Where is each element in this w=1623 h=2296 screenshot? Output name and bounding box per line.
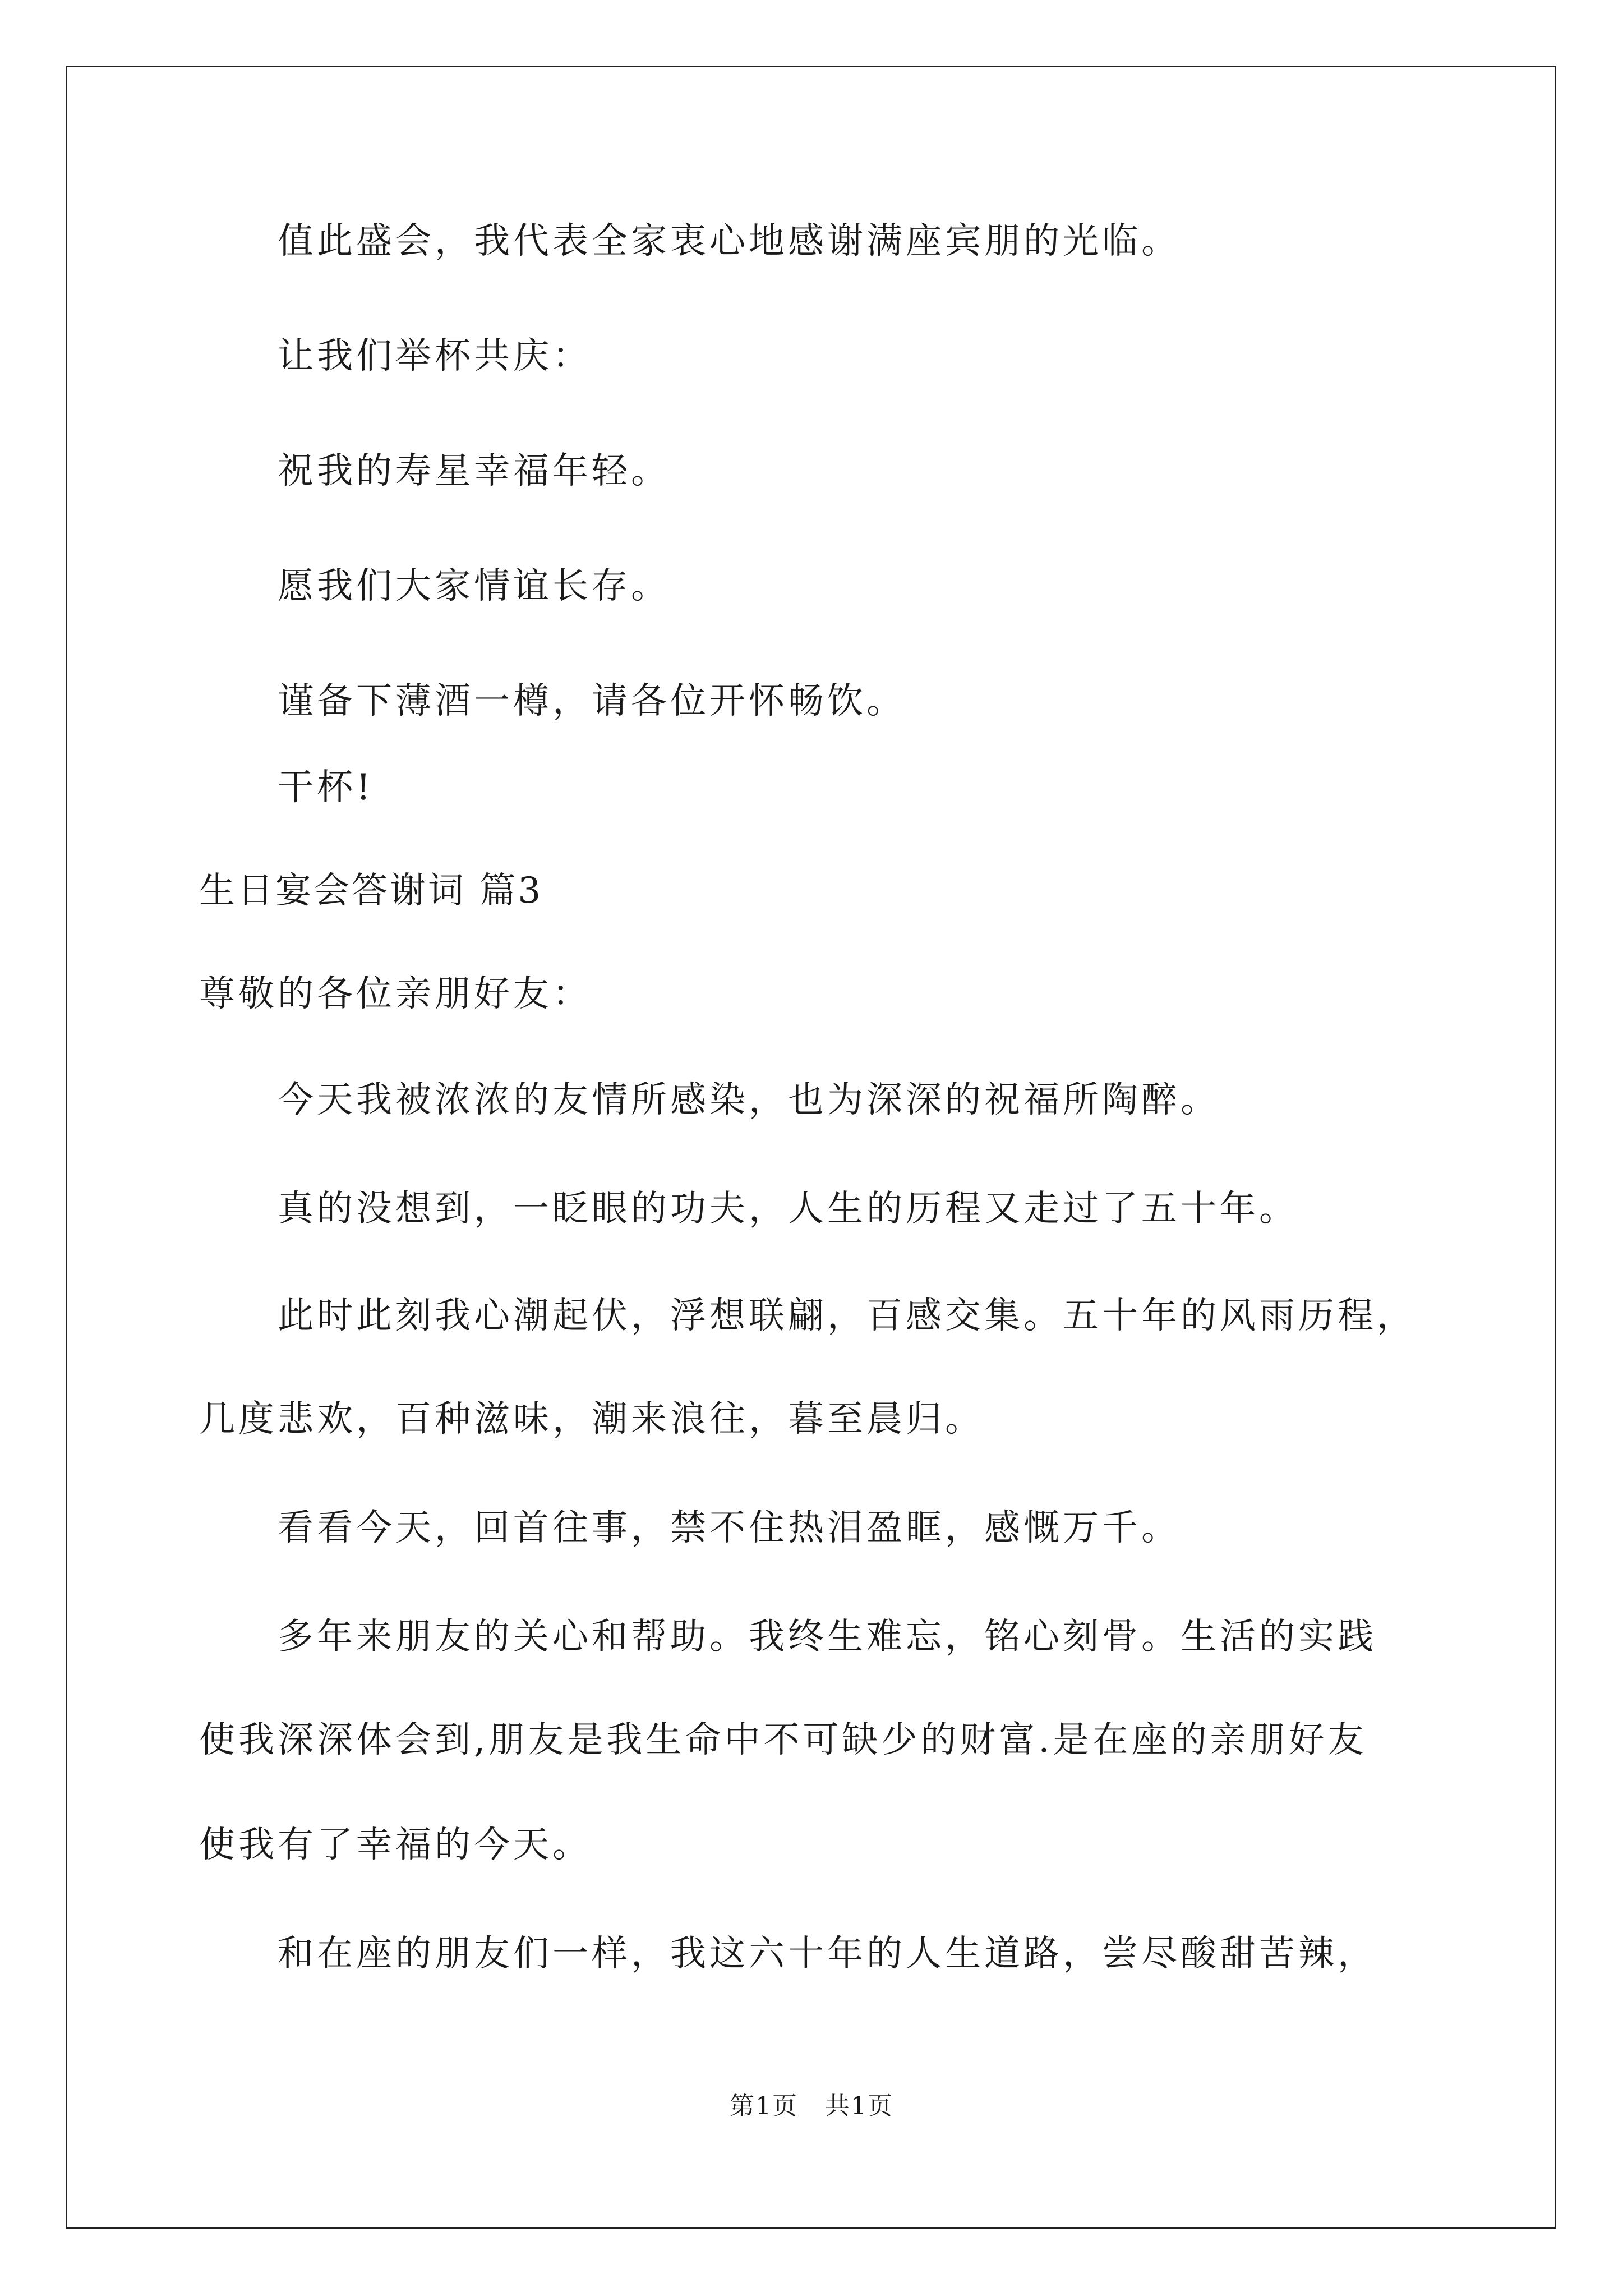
section-heading: 生日宴会答谢词 篇3 (199, 870, 543, 912)
paragraph-line: 真的没想到，一眨眼的功夫，人生的历程又走过了五十年。 (199, 1188, 1298, 1230)
paragraph-line: 今天我被浓浓的友情所感染，也为深深的祝福所陶醉。 (199, 1079, 1220, 1121)
paragraph-line: 值此盛会，我代表全家衷心地感谢满座宾朋的光临。 (199, 220, 1181, 262)
page-footer (0, 2091, 1623, 2122)
paragraph-line: 干杯! (199, 767, 374, 808)
paragraph-line: 祝我的寿星幸福年轻。 (199, 450, 670, 492)
salutation: 尊敬的各位亲朋好友： (199, 973, 592, 1015)
paragraph-line: 此时此刻我心潮起伏，浮想联翩，百感交集。五十年的风雨历程， (199, 1295, 1416, 1337)
paragraph-line: 和在座的朋友们一样，我这六十年的人生道路，尝尽酸甜苦辣， (199, 1933, 1377, 1975)
page-number: 第1页 (730, 2092, 798, 2120)
paragraph-line: 让我们举杯共庆： (199, 335, 592, 377)
paragraph-line: 谨备下薄酒一樽，请各位开怀畅饮。 (199, 680, 906, 722)
page-border (66, 66, 1556, 2229)
paragraph-line: 使我深深体会到,朋友是我生命中不可缺少的财富.是在座的亲朋好友 (199, 1719, 1367, 1761)
paragraph-line: 看看今天，回首往事，禁不住热泪盈眶，感慨万千。 (199, 1507, 1181, 1549)
paragraph-line: 愿我们大家情谊长存。 (199, 565, 670, 607)
paragraph-line: 几度悲欢，百种滋味，潮来浪往，暮至晨归。 (199, 1398, 984, 1440)
paragraph-line: 多年来朋友的关心和帮助。我终生难忘，铭心刻骨。生活的实践 (199, 1616, 1377, 1658)
paragraph-line: 使我有了幸福的今天。 (199, 1824, 592, 1866)
page-total: 共1页 (825, 2092, 893, 2120)
